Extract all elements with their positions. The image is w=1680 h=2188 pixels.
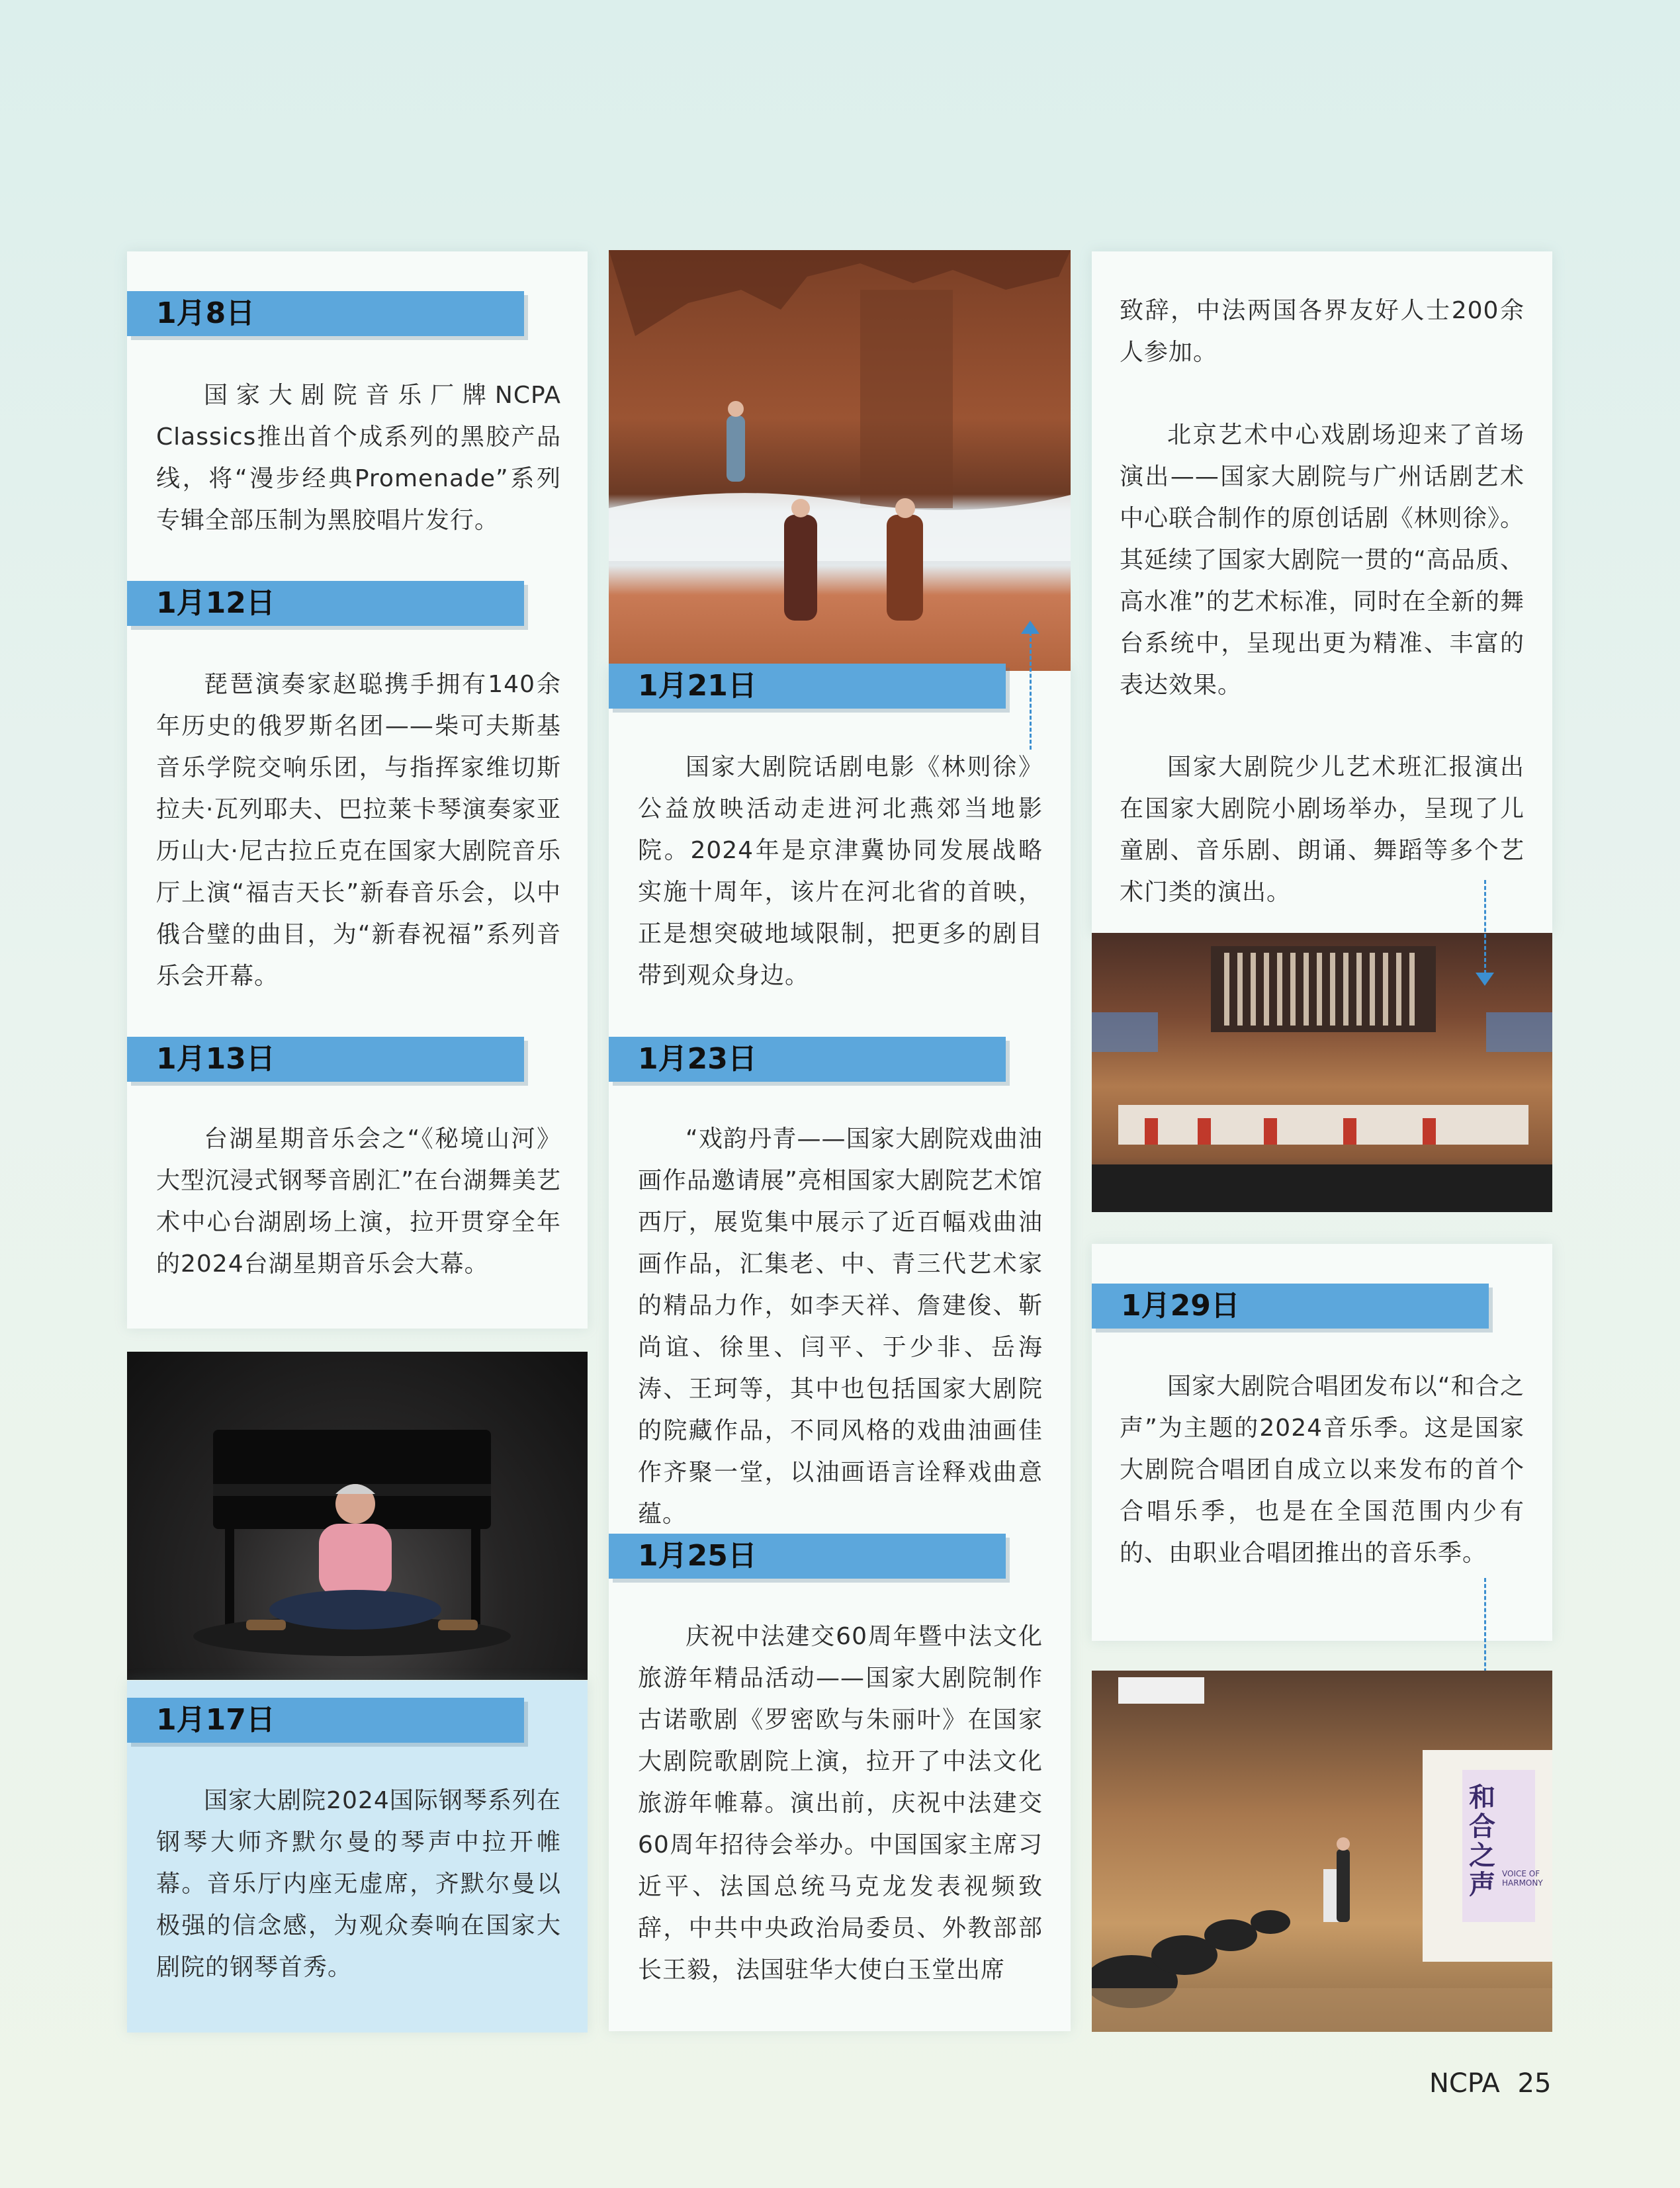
choir-backdrop-subtitle: VOICE OF HARMONY — [1502, 1869, 1543, 1888]
entry-jan17-text: 国家大剧院2024国际钢琴系列在钢琴大师齐默尔曼的琴声中拉开帷幕。音乐厅内座无虚席，齐默尔曼以极强的信念感，为观众奏响在国家大剧院的钢琴首秀。 — [156, 1787, 561, 1981]
photo-lin-zexu-stage — [609, 250, 1071, 671]
pianist-illustration — [127, 1352, 588, 1680]
entry-children-show-text: 国家大剧院少儿艺术班汇报演出在国家大剧院小剧场举办，呈现了儿童剧、音乐剧、朗诵、舞蹈等多个艺术门类的演出。 — [1120, 754, 1525, 906]
entry-jan23-text: “戏韵丹青——国家大剧院戏曲油画作品邀请展”亮相国家大剧院艺术馆西厅，展览集中展示了近百幅戏曲油画作品，汇集老、中、青三代艺术家的精品力作，如李天祥、詹建俊、靳尚谊、徐里、闫平、于少非、岳海涛、王珂等，其中也包括国家大剧院的院藏作品，不同风格的戏曲油画佳作齐聚一堂，以油画语言诠释戏曲意蕴。 — [638, 1125, 1043, 1528]
date-jan17: 1月17日 — [127, 1698, 524, 1743]
date-jan21: 1月21日 — [609, 664, 1006, 709]
choir-backdrop-title: 和合之声 — [1469, 1782, 1495, 1900]
photo-choir-launch — [1092, 1671, 1552, 2032]
photo-pianist — [127, 1352, 588, 1680]
entry-jan12-text: 琵琶演奏家赵聪携手拥有140余年历史的俄罗斯名团——柴可夫斯基音乐学院交响乐团，与指挥家维切斯拉夫·瓦列耶夫、巴拉莱卡琴演奏家亚历山大·尼古拉丘克在国家大剧院音乐厅上演“福吉天长”新春音乐会，以中俄合璧的曲目，为“新春祝福”系列音乐会开幕。 — [156, 671, 561, 990]
connector-line — [1030, 632, 1032, 750]
entry-jan29-text: 国家大剧院合唱团发布以“和合之声”为主题的2024音乐季。这是国家大剧院合唱团自成立以来发布的首个合唱乐季，也是在全国范围内少有的、由职业合唱团推出的音乐季。 — [1120, 1373, 1525, 1567]
entry-beijing-center-text: 北京艺术中心戏剧场迎来了首场演出——国家大剧院与广州话剧艺术中心联合制作的原创话剧《林则徐》。其延续了国家大剧院一贯的“高品质、高水准”的艺术标准，同时在全新的舞台系统中，呈现出更为精准、丰富的表达效果。 — [1120, 421, 1525, 699]
entry-jan25-text: 庆祝中法建交60周年暨中法文化旅游年精品活动——国家大剧院制作古诺歌剧《罗密欧与朱丽叶》在国家大剧院歌剧院上演，拉开了中法文化旅游年帷幕。演出前，庆祝中法建交60周年招待会举办。中国国家主席习近平、法国总统马克龙发表视频致辞，中共中央政治局委员、外教部部长王毅，法国驻华大使白玉堂出席 — [638, 1623, 1043, 1984]
date-jan12: 1月12日 — [127, 581, 524, 626]
entry-jan21-text: 国家大剧院话剧电影《林则徐》公益放映活动走进河北燕郊当地影院。2024年是京津冀协同发展战略实施十周年，该片在河北省的首映，正是想突破地域限制，把更多的剧目带到观众身边。 — [638, 754, 1043, 989]
date-jan23: 1月23日 — [609, 1037, 1006, 1082]
page-footer — [1429, 2068, 1551, 2099]
date-jan25: 1月25日 — [609, 1534, 1006, 1579]
date-jan13: 1月13日 — [127, 1037, 524, 1082]
footer-brand: NCPA — [1429, 2068, 1500, 2099]
stage-illustration — [609, 250, 1071, 671]
entry-jan25-continued: 致辞，中法两国各界友好人士200余人参加。 — [1120, 297, 1525, 366]
date-jan8: 1月8日 — [127, 291, 524, 336]
entry-jan13-text: 台湖星期音乐会之“《秘境山河》大型沉浸式钢琴音剧汇”在台湖舞美艺术中心台湖剧场上演，拉开贯穿全年的2024台湖星期音乐会大幕。 — [156, 1125, 561, 1278]
connector-line — [1484, 880, 1486, 974]
page-number: 25 — [1517, 2068, 1552, 2099]
entry-jan8-text: 国家大剧院音乐厂牌NCPA Classics推出首个成系列的黑胶产品线，将“漫步经典Promenade”系列专辑全部压制为黑胶唱片发行。 — [156, 382, 561, 534]
date-jan29: 1月29日 — [1092, 1284, 1489, 1329]
arrow-down-icon — [1476, 973, 1494, 986]
